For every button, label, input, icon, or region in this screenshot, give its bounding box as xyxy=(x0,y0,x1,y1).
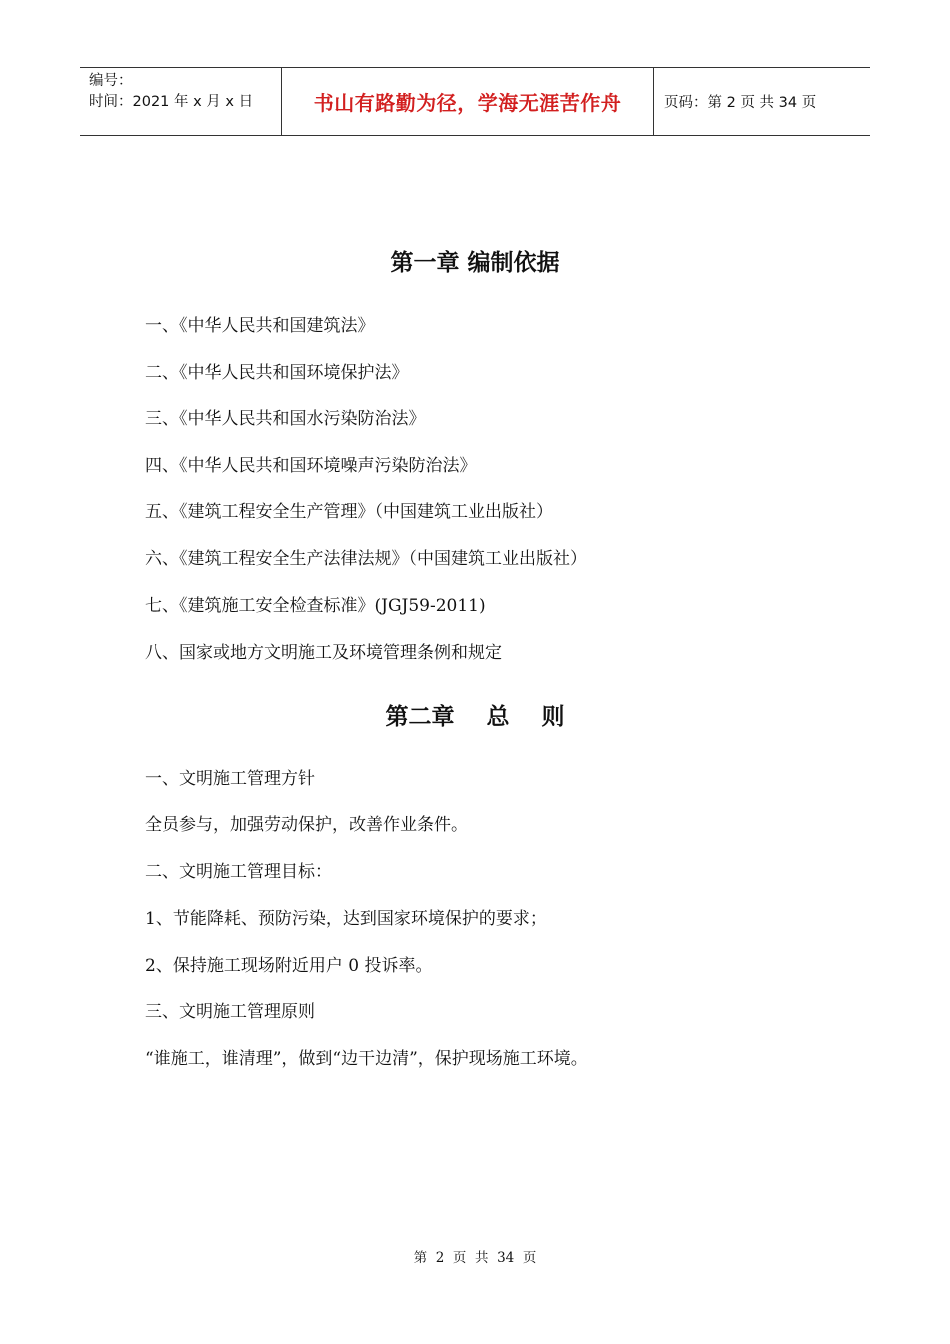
page-footer: 第 2 页 共 34 页 xyxy=(413,1250,537,1266)
chapter2-item: 2、保持施工现场附近用户 0 投诉率。 xyxy=(145,956,433,976)
chapter2-item: “谁施工，谁清理”，做到“边干边清”，保护现场施工环境。 xyxy=(145,1049,588,1069)
chapter2-item: 全员参与，加强劳动保护，改善作业条件。 xyxy=(145,815,468,835)
chapter2-item: 一、文明施工管理方针 xyxy=(145,769,315,789)
chapter1-title: 第一章 编制依据 xyxy=(390,250,560,276)
chapter2-item: 三、文明施工管理原则 xyxy=(145,1002,315,1022)
chapter1-item: 一、《中华人民共和国建筑法》 xyxy=(145,316,375,336)
chapter1-item: 二、《中华人民共和国环境保护法》 xyxy=(145,363,409,383)
chapter1-item: 五、《建筑工程安全生产管理》（中国建筑工业出版社） xyxy=(145,502,553,522)
header-page-info: 页码：第 2 页 共 34 页 xyxy=(664,95,817,111)
chapter2-title: 第二章 总 则 xyxy=(385,704,565,730)
chapter2-item: 1、节能降耗、预防污染，达到国家环境保护的要求； xyxy=(145,909,547,929)
page-header xyxy=(80,67,870,136)
time-label: 时间：2021 年 x 月 x 日 xyxy=(89,94,254,110)
chapter2-item: 二、文明施工管理目标： xyxy=(145,862,332,882)
chapter1-item: 四、《中华人民共和国环境噪声污染防治法》 xyxy=(145,456,477,476)
chapter1-item: 七、《建筑施工安全检查标准》(JGJ59-2011) xyxy=(145,596,486,616)
header-meta xyxy=(80,68,282,135)
chapter1-item: 三、《中华人民共和国水污染防治法》 xyxy=(145,409,426,429)
header-motto: 书山有路勤为径，学海无涯苦作舟 xyxy=(282,68,654,135)
chapter1-item: 八、国家或地方文明施工及环境管理条例和规定 xyxy=(145,643,502,663)
number-label: 编号： xyxy=(89,73,133,89)
chapter1-item: 六、《建筑工程安全生产法律法规》（中国建筑工业出版社） xyxy=(145,549,587,569)
